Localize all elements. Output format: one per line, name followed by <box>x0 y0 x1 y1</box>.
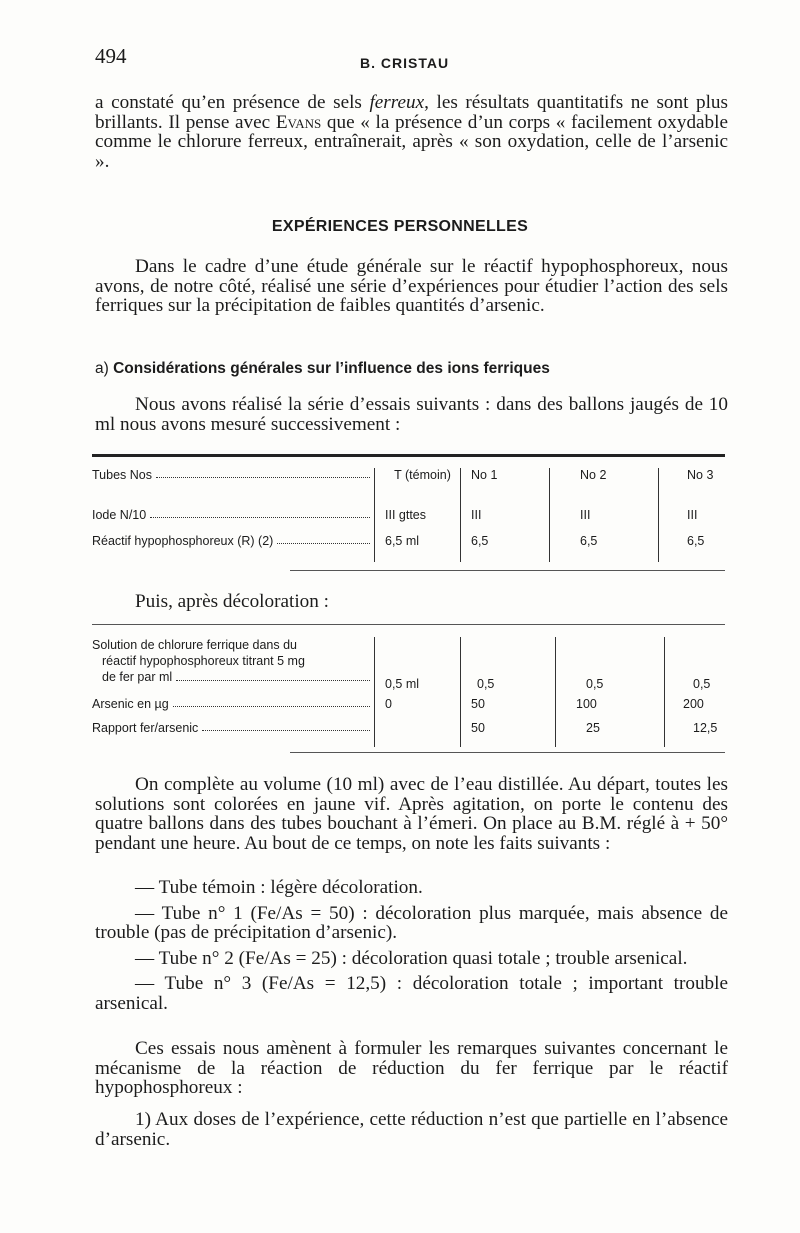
table-cell: 0 <box>375 691 461 717</box>
table-cell-label: Arsenic en µg <box>92 697 169 711</box>
table-cell-label: Iode N/10 <box>92 508 147 522</box>
table2-bottom-rule <box>290 752 725 753</box>
section-intro-paragraph <box>95 257 728 316</box>
table-cell: No 2 <box>550 468 659 508</box>
table-cell: III <box>550 508 659 534</box>
running-title: B. CRISTAU <box>360 55 450 71</box>
table-row <box>92 691 749 717</box>
table1 <box>92 468 743 562</box>
point1-text: 1) Aux doses de l’expérience, cette réduction n’est que partielle en l’absence d’arsenic. <box>95 1109 728 1150</box>
table-cell: 50 <box>461 717 556 747</box>
puis-line <box>135 592 635 612</box>
table-cell: 6,5 <box>461 534 550 562</box>
results-text: On complète au volume (10 ml) avec de l’eau distillée. Au départ, toutes les solutions sont colorées en jaune vif. Après agitation, on porte le contenu des quatre ballons dans des tubes bouchant à l’émeri. On place au B.M. réglé à + 50° pendant une heure. Au bout de ce temps, on note les faits suivants : <box>95 774 728 854</box>
table-cell: 50 <box>461 691 556 717</box>
table-cell: 6,5 ml <box>375 534 461 562</box>
observations-list <box>95 878 728 1014</box>
table-cell: 6,5 <box>550 534 659 562</box>
page-number: 494 <box>95 44 127 68</box>
table-cell-label: Réactif hypophosphoreux (R) (2) <box>92 534 274 548</box>
table-cell: No 1 <box>461 468 550 508</box>
subsection-text: Considérations générales sur l’influence des ions ferriques <box>113 360 550 377</box>
section-title: EXPÉRIENCES PERSONNELLES <box>271 218 529 235</box>
table-cell: 6,5 <box>659 534 744 562</box>
table-row <box>92 468 743 508</box>
table1-top-rule <box>92 454 725 457</box>
table-cell-label: de fer par ml <box>102 670 173 684</box>
table-cell-label: Solution de chlorure ferrique dans du <box>92 638 297 652</box>
table-cell-label: Tubes Nos <box>92 468 152 482</box>
remarks-paragraph <box>95 1039 728 1098</box>
series-paragraph <box>95 395 728 434</box>
table-cell: 25 <box>556 717 665 747</box>
point1-paragraph <box>95 1110 728 1149</box>
observation-item: — Tube n° 3 (Fe/As = 12,5) : décoloration totale ; important trouble arsenical. <box>95 973 728 1014</box>
table-cell: 0,5 <box>556 637 665 691</box>
table-cell <box>375 717 461 747</box>
table-cell: 0,5 ml <box>375 637 461 691</box>
observation-item: — Tube témoin : légère décoloration. <box>135 877 423 898</box>
intro-emphasis: ferreux <box>369 92 425 113</box>
section-intro-text: Dans le cadre d’une étude générale sur le réactif hypophosphoreux, nous avons, de notre côté, réalisé une série d’expériences pour étudier l’action des sels ferriques sur la précipitation de faibles quantités d’arsenic. <box>95 256 728 317</box>
table2 <box>92 637 749 747</box>
table-cell: III gttes <box>375 508 461 534</box>
table-cell: 0,5 <box>665 637 750 691</box>
table-row <box>92 534 743 562</box>
table1-bottom-rule <box>290 570 725 571</box>
observation-item: — Tube n° 1 (Fe/As = 50) : décoloration plus marquée, mais absence de trouble (pas de précipitation d’arsenic). <box>95 902 728 944</box>
table-cell-label: réactif hypophosphoreux titrant 5 mg <box>102 654 305 668</box>
table-cell: III <box>461 508 550 534</box>
table-cell: 100 <box>556 691 665 717</box>
intro-paragraph <box>95 93 728 171</box>
intro-text-b: , les résultats quantitatifs ne sont plus brillants. Il pense avec <box>95 92 728 133</box>
table-cell: 12,5 <box>665 717 750 747</box>
intro-author-name: Evans <box>275 111 322 133</box>
table-cell: 200 <box>665 691 750 717</box>
puis-text: Puis, après décoloration : <box>135 591 329 612</box>
table2-top-rule <box>92 624 725 625</box>
intro-text-c: que « la présence d’un corps « facilement oxydable comme le chlorure ferreux, entraînerait, après « son oxydation, celle de l’arsenic ». <box>95 111 728 172</box>
table-cell: T (témoin) <box>375 468 461 508</box>
subsection-marker: a) <box>95 360 109 377</box>
series-text: Nous avons réalisé la série d’essais suivants : dans des ballons jaugés de 10 ml nous avons mesuré successivement : <box>95 394 728 435</box>
results-paragraph <box>95 775 728 853</box>
table-cell: No 3 <box>659 468 744 508</box>
remarks-text: Ces essais nous amènent à formuler les remarques suivantes concernant le mécanisme de la réaction de réduction du fer ferrique par le réactif hypophosphoreux : <box>95 1038 728 1099</box>
intro-text-a: a constaté qu’en présence de sels <box>95 92 370 113</box>
table-cell: III <box>659 508 744 534</box>
table-cell-label: Rapport fer/arsenic <box>92 721 199 735</box>
table-row <box>92 637 749 691</box>
table-row <box>92 508 743 534</box>
table-cell: 0,5 <box>461 637 556 691</box>
observation-item: — Tube n° 2 (Fe/As = 25) : décoloration quasi totale ; trouble arsenical. <box>135 947 688 969</box>
subsection-title <box>95 360 550 378</box>
table-row <box>92 717 749 747</box>
